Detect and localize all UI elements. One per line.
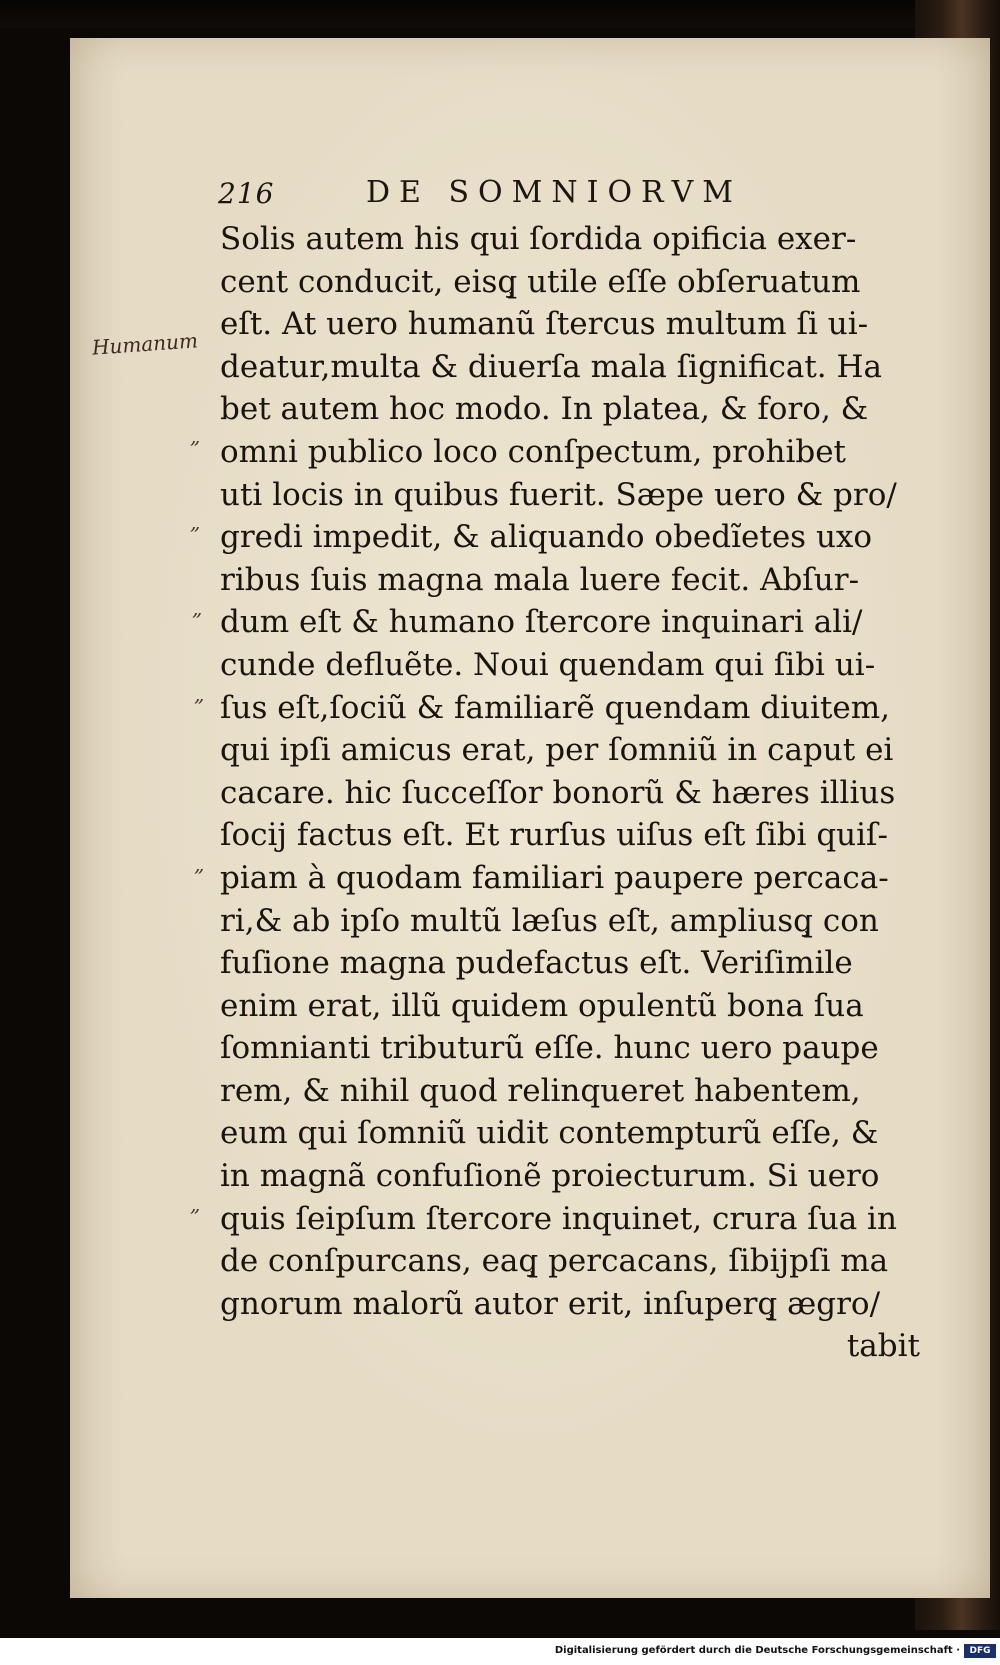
margin-mark: „ <box>190 510 201 534</box>
text-line: de conſpurcans, eaq̧ percacans, ſibijpſi ma <box>220 1243 889 1280</box>
margin-mark: „ <box>190 424 201 448</box>
text-line: deatur,multa & diuerſa mala ſignificat. Ha <box>220 348 883 385</box>
text-line: Solis autem his qui ſordida opificia exer- <box>220 221 857 257</box>
text-line: eſt. At uero humanũ ſtercus multum ſi ui- <box>220 306 869 343</box>
text-line: bet autem hoc modo. In platea, & foro, & <box>220 391 869 428</box>
text-line: in magnã confuſionẽ proiecturum. Si uero <box>220 1158 880 1195</box>
text-line: ſus eſt,ſociũ & familiarẽ quendam diuitem, <box>220 689 890 726</box>
dfg-logo-icon: DFG <box>964 1644 996 1658</box>
text-line: piam à quodam familiari paupere percaca- <box>220 859 889 896</box>
text-line: cacare. hic ſucceſſor bonorũ & hæres illius <box>220 774 896 811</box>
margin-mark: „ <box>194 852 205 876</box>
text-line: enim erat, illũ quidem opulentũ bona ſua <box>220 987 864 1024</box>
text-line: rem, & nihil quod relinqueret habentem, <box>220 1072 861 1109</box>
text-line: eum qui ſomniũ uidit contempturũ eſſe, & <box>220 1115 879 1152</box>
text-line: qui ipſi amicus erat, per ſomniũ in caput ei <box>220 732 894 769</box>
text-line: cunde defluẽte. Noui quendam qui ſibi ui- <box>220 646 876 683</box>
text-line: fuſione magna pudefactus eſt. Veriſimile <box>220 945 853 982</box>
text-line: cent conducit, eisq̧ utile eſſe obſeruatum <box>220 263 861 300</box>
digitization-footer <box>0 1638 1000 1665</box>
text-line: ſomnianti tributurũ eſſe. hunc uero paupe <box>220 1030 879 1067</box>
margin-mark: „ <box>190 1192 201 1216</box>
margin-mark: „ <box>192 596 203 620</box>
running-head: DE SOMNIORVM <box>366 175 742 210</box>
margin-note: Humanum <box>91 328 199 360</box>
page-header <box>218 175 778 221</box>
text-line: ſocij factus eſt. Et rurſus uiſus eſt ſibi quiſ- <box>220 817 888 854</box>
page-number: 216 <box>218 177 275 210</box>
text-line: omni publico loco conſpectum, prohibet <box>220 433 847 470</box>
text-line: ribus ſuis magna mala luere fecit. Abſur- <box>220 561 860 598</box>
marginalia <box>0 0 220 1400</box>
text-line: ri,& ab ipſo multũ læſus eſt, ampliusq̧ con <box>220 902 879 939</box>
margin-mark: „ <box>194 682 205 706</box>
text-line: gnorum malorũ autor erit, inſuperq̧ ægro/ <box>220 1285 881 1322</box>
catchword: tabit <box>846 1328 920 1365</box>
text-line: dum eſt & humano ſtercore inquinari ali/ <box>220 604 863 641</box>
text-line: uti locis in quibus fuerit. Sæpe uero & pro/ <box>220 476 897 513</box>
body-text <box>220 218 932 1368</box>
text-line: gredi impedit, & aliquando obedĩetes uxo <box>220 519 873 556</box>
funding-credit: Digitalisierung gefördert durch die Deutsche Forschungsgemeinschaft · <box>554 1645 960 1656</box>
text-line: quis ſeipſum ſtercore inquinet, crura ſua in <box>220 1200 897 1237</box>
